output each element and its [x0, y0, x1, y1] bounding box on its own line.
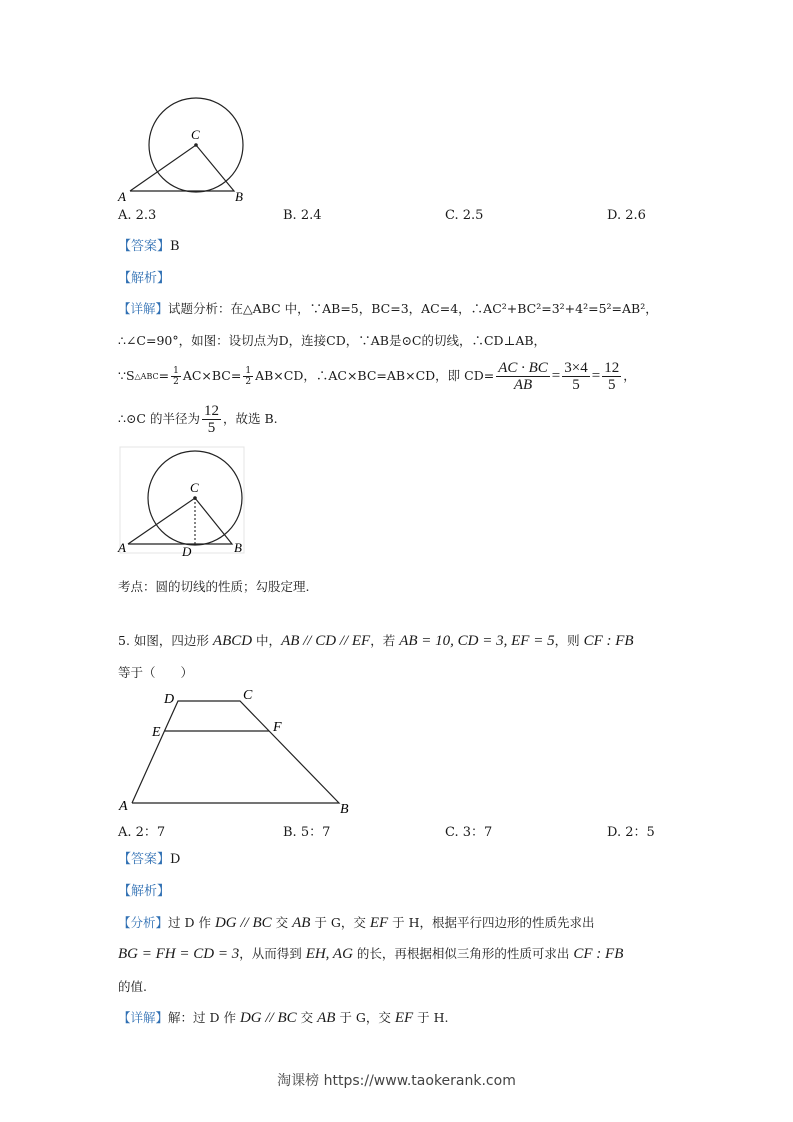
q5-detail-tag: 【详解】 — [118, 1010, 169, 1025]
label-d: D — [182, 544, 192, 559]
q5-text-1: 如图，四边形 — [133, 633, 213, 648]
option-a[interactable]: A. 2.3 — [118, 208, 157, 223]
radius-fraction: $\frac{12}{5}$ — [203, 402, 219, 436]
q5-option-b[interactable]: B. 5：7 — [283, 825, 331, 840]
q5-fenxi-line-2 — [118, 943, 623, 965]
option-c[interactable]: C. 2.5 — [445, 208, 484, 223]
fraction-12-5: $\frac{12}{5}$ — [604, 359, 620, 393]
q5-fenxi-tag: 【分析】 — [118, 915, 169, 930]
q5-fenxi-line-3: 的值. — [118, 979, 147, 994]
detail-line-3: ∵S △ABC = $\frac{1}{2}$ AC×BC= $\frac{1}{2}$ AB×CD，∴AC×BC=AB×CD，即 CD= $\frac{AC \cdot BC}{AB}$ = $\frac{3\times 4}{5}$ = $\frac{12}{5}$ ， — [118, 359, 636, 393]
label-e: E — [152, 725, 161, 740]
radius-suffix: ，故选 B. — [222, 411, 278, 426]
area-prefix: ∵S — [118, 368, 135, 383]
label-a: A — [119, 799, 128, 814]
q5-math-abcd: ABCD — [212, 633, 253, 649]
label-b: B — [340, 802, 349, 816]
detail-line-4 — [118, 398, 278, 440]
trapezoid-abcd — [132, 701, 339, 803]
fenxi-text-2: 交 — [271, 915, 293, 930]
fenxi-math-4: BG = FH = CD = 3 — [118, 946, 240, 962]
q5-answer-value: D — [170, 852, 181, 867]
triangle-abc — [128, 498, 232, 544]
label-c: C — [243, 688, 253, 703]
detail-text-2: 交 — [296, 1010, 318, 1025]
figure-circle-triangle-2 — [112, 446, 252, 560]
fenxi-text-4: 于 H，根据平行四边形的性质先求出 — [388, 915, 595, 930]
area-eq: = — [158, 368, 170, 383]
label-b: B — [234, 540, 242, 555]
fenxi-math-1: DG // BC — [214, 915, 272, 931]
label-b: B — [235, 189, 243, 204]
detail-math-2: AB — [317, 1010, 336, 1026]
q5-stem-line-1 — [118, 630, 634, 652]
fenxi-text-1: 过 D 作 — [168, 915, 215, 930]
half-fraction-2: $\frac{1}{2}$ — [245, 365, 252, 387]
center-point — [193, 496, 197, 500]
answer-value: B — [170, 239, 180, 254]
label-c: C — [191, 127, 200, 142]
q5-text-2: 中， — [252, 633, 282, 648]
detail-math-3: EF — [394, 1010, 414, 1026]
label-c: C — [190, 480, 199, 495]
q5-answer-line — [118, 851, 180, 869]
label-a: A — [118, 189, 126, 204]
fenxi-math-2: AB — [292, 915, 311, 931]
option-d[interactable]: D. 2.6 — [607, 208, 646, 223]
figure-trapezoid — [112, 684, 362, 816]
q5-math-ratio: CF : FB — [583, 633, 634, 649]
q5-text-3: ，若 — [370, 633, 400, 648]
q5-analysis-tag: 【解析】 — [118, 884, 171, 899]
q5-option-d[interactable]: D. 2：5 — [607, 825, 655, 840]
label-f: F — [273, 720, 282, 735]
center-point — [194, 143, 198, 147]
q5-math-lengths: AB = 10, CD = 3, EF = 5 — [399, 633, 555, 649]
detail-math-1: DG // BC — [239, 1010, 297, 1026]
mid-text-1: AC×BC= — [182, 368, 242, 383]
triangle-abc — [130, 145, 234, 191]
option-b[interactable]: B. 2.4 — [283, 208, 322, 223]
fenxi-math-5: EH, AG — [305, 946, 353, 962]
detail-text-1: 解：过 D 作 — [168, 1010, 240, 1025]
q5-option-a[interactable]: A. 2：7 — [118, 825, 166, 840]
area-sub: △ABC — [134, 372, 159, 381]
fraction-cd-formula: $\frac{AC \cdot BC}{AB}$ — [498, 359, 548, 393]
label-d: D — [164, 692, 175, 707]
line3-end: ， — [623, 368, 636, 383]
analysis-tag: 【解析】 — [118, 271, 171, 286]
q5-text-4: ，则 — [554, 633, 584, 648]
radius-prefix: ∴⊙C 的半径为 — [118, 411, 200, 426]
detail-text-4: 于 H. — [413, 1010, 449, 1025]
kaodian: 考点：圆的切线的性质；勾股定理. — [118, 579, 310, 594]
detail-text-1: 试题分析：在△ABC 中，∵AB=5，BC=3，AC=4，∴AC²+BC²=3²+4²=5²=AB²， — [168, 301, 658, 316]
detail-tag: 【详解】 — [118, 301, 169, 316]
detail-line-1 — [118, 300, 658, 318]
answer-tag: 【答案】 — [118, 239, 171, 254]
q5-math-parallel: AB // CD // EF — [281, 633, 371, 649]
label-a: A — [118, 540, 126, 555]
q5-answer-tag: 【答案】 — [118, 852, 171, 867]
fenxi-text-6: 的长，再根据相似三角形的性质可求出 — [352, 946, 574, 961]
footer-watermark: 淘课榜 https://www.taokerank.com — [277, 1073, 516, 1089]
fenxi-math-3: EF — [369, 915, 389, 931]
fenxi-text-5: ，从而得到 — [239, 946, 306, 961]
fraction-3x4: $\frac{3\times 4}{5}$ — [564, 359, 588, 393]
q5-stem-line-2: 等于（ ） — [118, 665, 194, 680]
fenxi-math-6: CF : FB — [573, 946, 624, 962]
half-fraction-1: $\frac{1}{2}$ — [173, 365, 179, 387]
q5-option-c[interactable]: C. 3：7 — [445, 825, 493, 840]
detail-text-3: 于 G，交 — [335, 1010, 395, 1025]
q5-number: 5. — [118, 633, 130, 648]
q5-fenxi-line-1 — [118, 912, 595, 934]
q5-detail-line — [118, 1007, 448, 1029]
answer-line — [118, 238, 180, 256]
mid-text-2: AB×CD，∴AC×BC=AB×CD，即 CD= — [255, 368, 495, 383]
figure-circle-triangle-1 — [112, 92, 252, 204]
fenxi-text-3: 于 G，交 — [310, 915, 370, 930]
detail-line-2: ∴∠C=90°，如图：设切点为D，连接CD，∵AB是⊙C的切线，∴CD⊥AB， — [118, 333, 547, 348]
